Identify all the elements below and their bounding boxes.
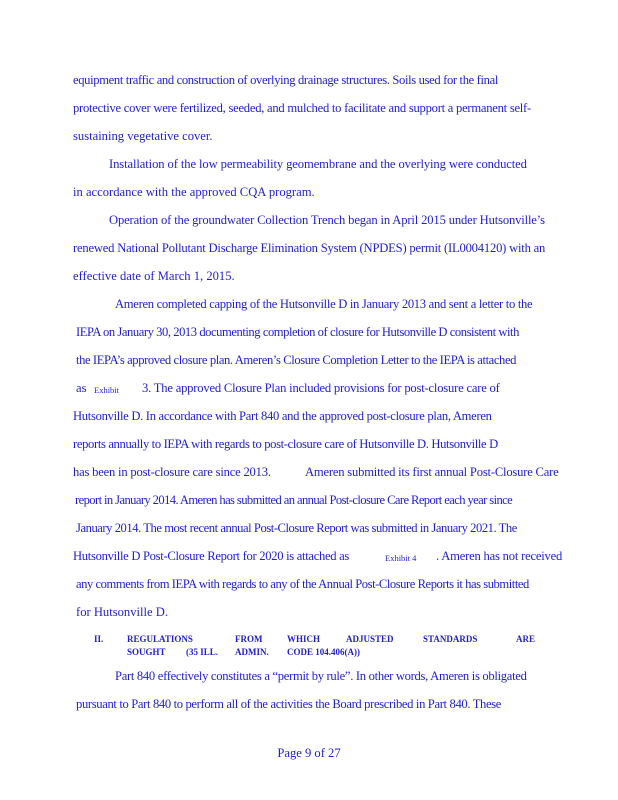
text-line: the IEPA’s approved closure plan. Ameren’s Closure Completion Letter to the IEPA is attached	[76, 353, 517, 367]
text-line: has been in post-closure care since 2013.	[73, 465, 271, 479]
heading-word: ARE	[516, 634, 536, 644]
text-line: for Hutsonville D.	[76, 605, 168, 619]
text-line: Hutsonville D Post-Closure Report for 2020 is attached as	[73, 549, 350, 563]
heading-word: STANDARDS	[423, 634, 478, 644]
text-line: January 2014. The most recent annual Post-Closure Report was submitted in January 2021. The	[76, 521, 517, 535]
heading-word: ADJUSTED	[346, 634, 394, 644]
text-line: IEPA on January 30, 2013 documenting completion of closure for Hutsonville D consistent with	[76, 325, 519, 339]
heading-word: SOUGHT	[127, 647, 166, 657]
text-line: equipment traffic and construction of overlying drainage structures. Soils used for the final	[73, 73, 499, 87]
text-line: Installation of the low permeability geomembrane and the overlying were conducted	[109, 157, 527, 171]
heading-word: WHICH	[287, 634, 321, 644]
text-line: sustaining vegetative cover.	[73, 129, 213, 143]
text-line: pursuant to Part 840 to perform all of the activities the Board prescribed in Part 840. These	[76, 697, 502, 711]
exhibit-label: Exhibit	[94, 385, 120, 395]
heading-word: CODE 104.406(A))	[287, 647, 360, 657]
heading-word: ADMIN.	[235, 647, 269, 657]
text-line: Hutsonville D. In accordance with Part 840 and the approved post-closure plan, Ameren	[73, 409, 492, 423]
text-line: Part 840 effectively constitutes a “permit by rule”. In other words, Ameren is obligated	[115, 669, 527, 683]
text-line: 3. The approved Closure Plan included provisions for post-closure care of	[142, 381, 500, 395]
text-line: reports annually to IEPA with regards to post-closure care of Hutsonville D. Hutsonville D	[73, 437, 498, 451]
heading-word: FROM	[235, 634, 263, 644]
text-line: protective cover were fertilized, seeded, and mulched to facilitate and support a permanent self-	[73, 101, 531, 115]
text-line: . Ameren has not received	[436, 549, 563, 563]
text-line: as	[76, 381, 87, 395]
heading-word: REGULATIONS	[127, 634, 193, 644]
text-line: any comments from IEPA with regards to any of the Annual Post-Closure Reports it has submitted	[76, 577, 529, 591]
exhibit-label: Exhibit 4	[385, 553, 417, 563]
text-line: Ameren submitted its first annual Post-Closure Care	[305, 465, 559, 479]
text-line: Operation of the groundwater Collection Trench began in April 2015 under Hutsonville’s	[109, 213, 545, 227]
text-line: renewed National Pollutant Discharge Elimination System (NPDES) permit (IL0004120) with an	[73, 241, 546, 255]
text-line: in accordance with the approved CQA program.	[73, 185, 315, 199]
page-number: Page 9 of 27	[277, 746, 341, 760]
heading-word: (35 ILL.	[186, 647, 219, 657]
text-line: effective date of March 1, 2015.	[73, 269, 235, 283]
text-line: Ameren completed capping of the Hutsonville D in January 2013 and sent a letter to the	[115, 297, 533, 311]
text-line: report in January 2014. Ameren has submitted an annual Post-closure Care Report each year since	[75, 493, 513, 507]
heading-number: II.	[94, 634, 104, 644]
